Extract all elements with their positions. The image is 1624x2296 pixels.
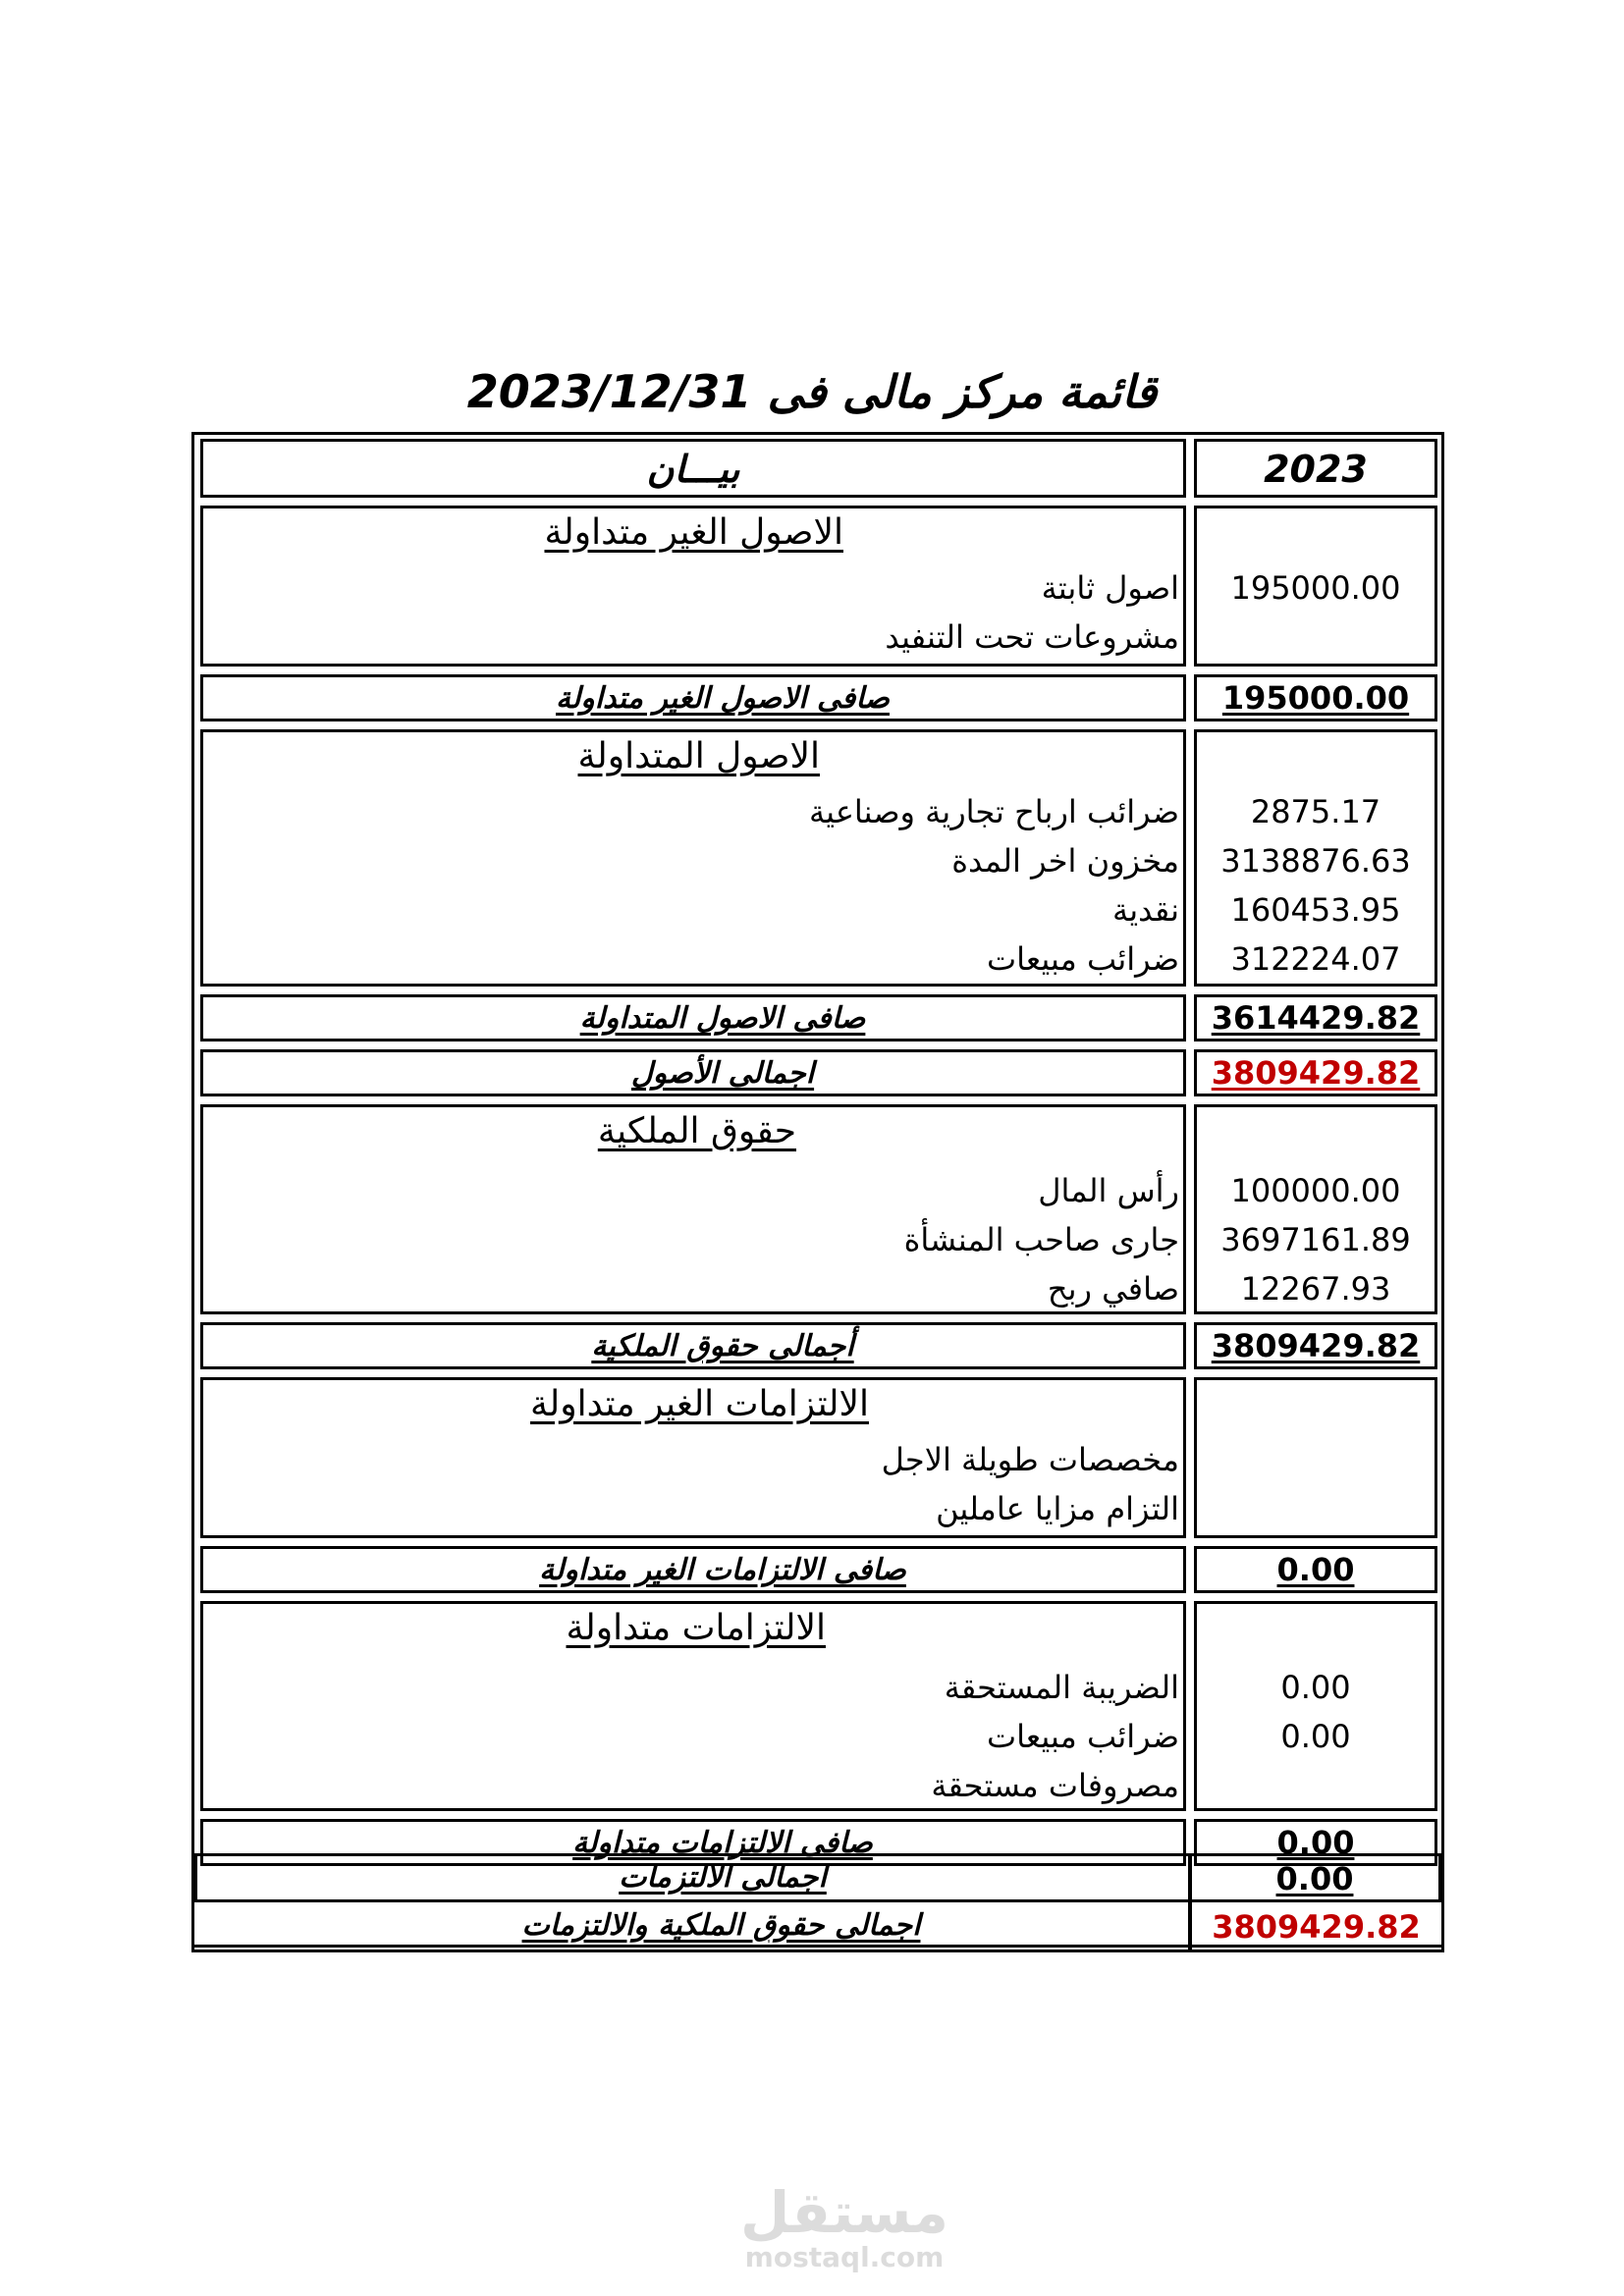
subtotal-label: صافى الالتزامات متداولة: [572, 1826, 873, 1860]
total-liabilities-label: اجمالى الالتزمات: [619, 1860, 827, 1895]
subtotal-value-cell: [1194, 1322, 1437, 1369]
line-item-value: 312224.07: [1230, 940, 1401, 978]
line-item-label: الضريبة المستحقة: [944, 1669, 1179, 1706]
section-heading: الاصول الغير متداولة: [544, 512, 843, 553]
subtotal-value: 3809429.82: [1211, 1327, 1421, 1364]
section-heading: الالتزامات متداولة: [566, 1608, 826, 1648]
line-item-label: ضرائب ارباح تجارية وصناعية: [809, 793, 1179, 830]
line-item-label: ضرائب مبيعات: [987, 940, 1179, 978]
subtotal-value: 0.00: [1276, 1551, 1355, 1588]
grand-total-label: اجمالى حقوق الملكية والالتزمات: [521, 1908, 921, 1943]
line-item-value: 0.00: [1280, 1669, 1351, 1706]
non-current-assets-section: [200, 506, 1186, 667]
subtotal-value-cell: [1194, 994, 1437, 1041]
current-assets-section: [200, 729, 1186, 987]
header-year: 2023: [1264, 448, 1368, 491]
header-year-cell: [1194, 439, 1437, 498]
current-liabilities-values: [1194, 1601, 1437, 1811]
line-item-label: مشروعات تحت التنفيد: [885, 618, 1179, 656]
subtotal-label: صافى الالتزامات الغير متداولة: [539, 1553, 906, 1587]
line-item-label: مخصصات طويلة الاجل: [881, 1441, 1179, 1478]
grand-total-row: [191, 1899, 1192, 1952]
line-item-value: 195000.00: [1230, 569, 1401, 607]
watermark-arabic: مستقل: [739, 2179, 949, 2246]
subtotal-value: 0.00: [1276, 1824, 1355, 1861]
balance-sheet-table: [191, 432, 1444, 1948]
non-current-liabilities-section: [200, 1377, 1186, 1538]
line-item-value: 12267.93: [1240, 1270, 1391, 1308]
total-liabilities-row: [194, 1853, 1192, 1902]
total-assets-row: [200, 1049, 1186, 1096]
subtotal-row: [200, 994, 1186, 1041]
line-item-label: مصروفات مستحقة: [931, 1767, 1179, 1804]
watermark-logo: [687, 2179, 1001, 2273]
grand-total-value: 3809429.82: [1212, 1908, 1421, 1946]
watermark-latin: mostaql.com: [744, 2241, 945, 2273]
line-item-value: 3697161.89: [1220, 1221, 1411, 1258]
section-heading: حقوق الملكية: [597, 1111, 796, 1151]
line-item-label: رأس المال: [1038, 1172, 1179, 1209]
equity-values: [1194, 1104, 1437, 1314]
section-heading: الالتزامات الغير متداولة: [529, 1384, 869, 1424]
header-description-cell: [200, 439, 1186, 498]
non-current-liabilities-values: [1194, 1377, 1437, 1538]
line-item-label: جارى صاحب المنشأة: [903, 1221, 1179, 1258]
subtotal-row: [200, 1546, 1186, 1593]
line-item-value: 3138876.63: [1220, 842, 1411, 880]
line-item-value: 160453.95: [1230, 891, 1401, 929]
title-text: قائمة مركز مالى فى: [767, 365, 1158, 418]
line-item-label: مخزون اخر المدة: [951, 842, 1179, 880]
total-assets-value-cell: [1194, 1049, 1437, 1096]
subtotal-value-cell: [1194, 1546, 1437, 1593]
line-item-label: صافي ربح: [1047, 1270, 1179, 1308]
line-item-label: ضرائب مبيعات: [987, 1718, 1179, 1755]
subtotal-label: أجمالى حقوق الملكية: [591, 1329, 854, 1363]
equity-section: [200, 1104, 1186, 1314]
header-description: بيـــان: [646, 448, 740, 491]
line-item-label: نقدية: [1112, 891, 1179, 929]
total-liabilities-value: 0.00: [1275, 1860, 1354, 1897]
subtotal-row: [200, 674, 1186, 721]
line-item-value: 0.00: [1280, 1718, 1351, 1755]
section-heading: الاصول المتداولة: [577, 736, 820, 776]
title-date: 2023/12/31: [466, 365, 752, 418]
subtotal-value: 195000.00: [1221, 679, 1410, 717]
subtotal-row: [200, 1322, 1186, 1369]
non-current-assets-values: [1194, 506, 1437, 667]
subtotal-label: صافى الاصول المتداولة: [579, 1001, 866, 1036]
total-liabilities-value-cell: [1188, 1853, 1441, 1902]
current-assets-values: [1194, 729, 1437, 987]
total-assets-label: اجمالى الأصول: [630, 1056, 815, 1091]
subtotal-label: صافى الاصول الغير متداولة: [556, 681, 890, 716]
subtotal-value-cell: [1194, 674, 1437, 721]
subtotal-value: 3614429.82: [1211, 999, 1421, 1037]
line-item-label: اصول ثابتة: [1041, 569, 1179, 607]
page-title: [0, 365, 1624, 418]
total-assets-value: 3809429.82: [1211, 1054, 1421, 1092]
line-item-value: 100000.00: [1230, 1172, 1401, 1209]
line-item-value: 2875.17: [1250, 793, 1381, 830]
line-item-label: التزام مزايا عاملين: [936, 1490, 1179, 1527]
current-liabilities-section: [200, 1601, 1186, 1811]
grand-total-value-cell: [1188, 1899, 1444, 1952]
